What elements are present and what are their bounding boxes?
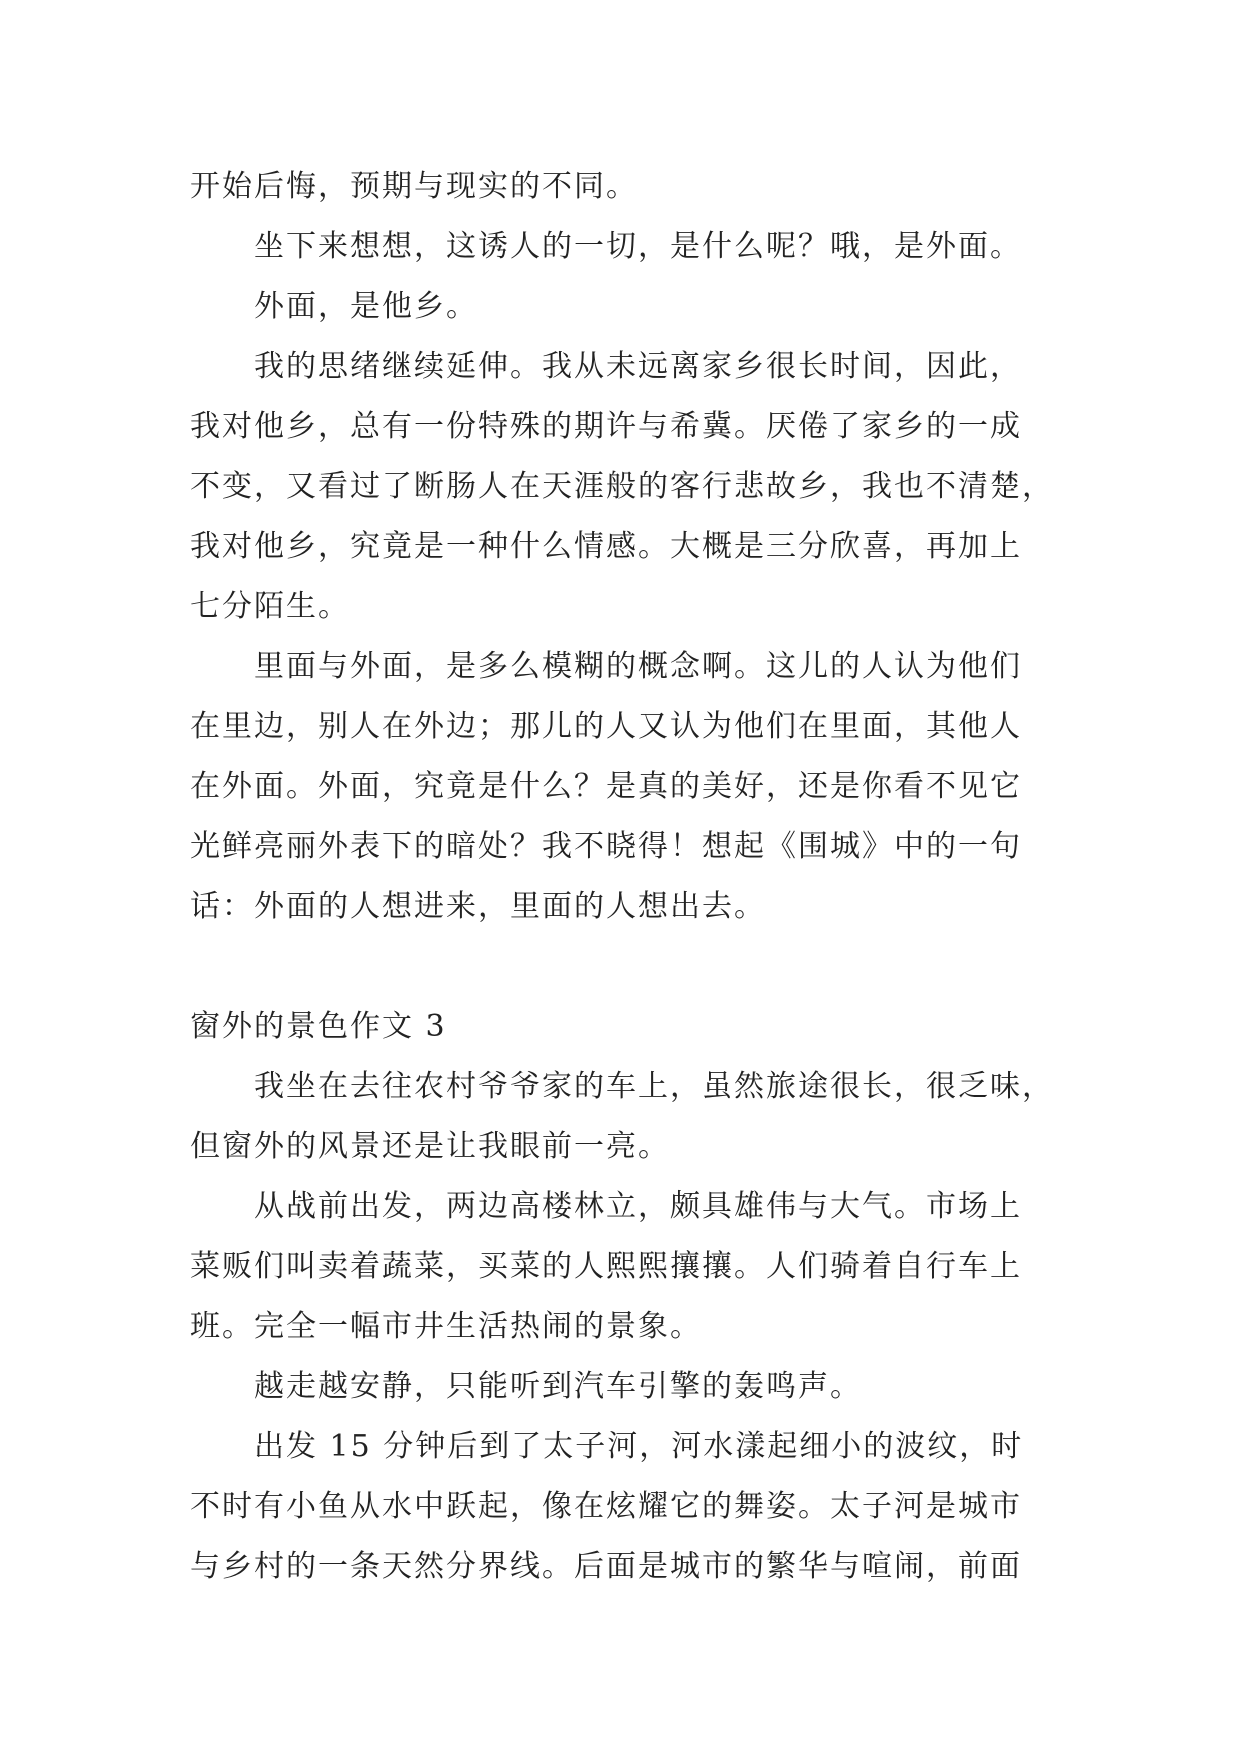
text-line: 越走越安静，只能听到汽车引擎的轰鸣声。 <box>254 1369 862 1404</box>
text-line: 我对他乡，究竟是一种什么情感。大概是三分欣喜，再加上 <box>190 529 1022 564</box>
document-body <box>190 157 1070 1597</box>
text-line: 外面，是他乡。 <box>254 289 478 324</box>
text-line: 出发 15 分钟后到了太子河，河水漾起细小的波纹，时 <box>254 1429 1024 1464</box>
text-line: 不时有小鱼从水中跃起，像在炫耀它的舞姿。太子河是城市 <box>190 1489 1022 1524</box>
text-line: 但窗外的风景还是让我眼前一亮。 <box>190 1129 670 1164</box>
text-line: 菜贩们叫卖着蔬菜，买菜的人熙熙攘攘。人们骑着自行车上 <box>190 1249 1022 1284</box>
text-line: 我对他乡，总有一份特殊的期许与希冀。厌倦了家乡的一成 <box>190 409 1022 444</box>
text-line: 不变，又看过了断肠人在天涯般的客行悲故乡，我也不清楚， <box>190 469 1054 504</box>
text-line: 开始后悔，预期与现实的不同。 <box>190 169 638 204</box>
text-line: 在外面。外面，究竟是什么？是真的美好，还是你看不见它 <box>190 769 1022 804</box>
text-line: 我的思绪继续延伸。我从未远离家乡很长时间，因此， <box>254 349 1022 384</box>
text-line: 七分陌生。 <box>190 589 350 624</box>
text-line: 话：外面的人想进来，里面的人想出去。 <box>190 889 766 924</box>
text-line: 光鲜亮丽外表下的暗处？我不晓得！想起《围城》中的一句 <box>190 829 1022 864</box>
text-line: 班。完全一幅市井生活热闹的景象。 <box>190 1309 702 1344</box>
text-line: 里面与外面，是多么模糊的概念啊。这儿的人认为他们 <box>254 649 1022 684</box>
text-line: 坐下来想想，这诱人的一切，是什么呢？哦，是外面。 <box>254 229 1022 264</box>
text-line: 从战前出发，两边高楼林立，颇具雄伟与大气。市场上 <box>254 1189 1022 1224</box>
text-line: 在里边，别人在外边；那儿的人又认为他们在里面，其他人 <box>190 709 1022 744</box>
section-title: 窗外的景色作文 3 <box>190 1009 447 1044</box>
text-line: 与乡村的一条天然分界线。后面是城市的繁华与喧闹，前面 <box>190 1549 1022 1584</box>
text-line: 我坐在去往农村爷爷家的车上，虽然旅途很长，很乏味， <box>254 1069 1054 1104</box>
